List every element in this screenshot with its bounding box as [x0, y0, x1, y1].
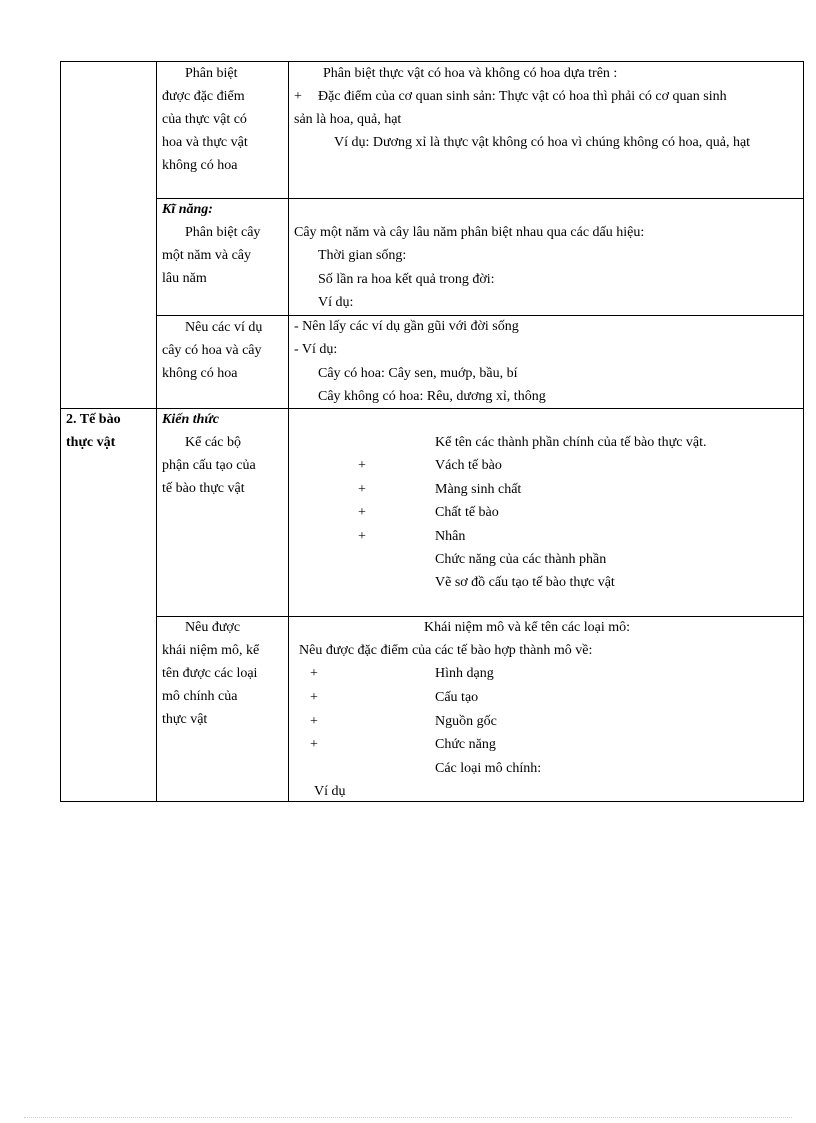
topic-text: thực vật [66, 435, 116, 450]
page-bottom-edge [24, 1117, 792, 1118]
skill-text: mô chính của [162, 689, 238, 704]
content-text: - Nên lấy các ví dụ gần gũi với đời sống [294, 319, 519, 334]
skill-text: một năm và cây [162, 248, 252, 263]
content-text: Cây không có hoa: Rêu, dương xỉ, thông [318, 389, 546, 404]
content-text: Vẽ sơ đồ cấu tạo tế bào thực vật [435, 575, 615, 590]
bullet-plus: + [294, 89, 302, 104]
section-heading-skills: Kĩ năng: [162, 202, 213, 217]
topic-text: 2. Tế bào [66, 412, 121, 427]
content-text: Cây có hoa: Cây sen, muớp, bầu, bí [318, 366, 518, 381]
content-text: Hình dạng [435, 666, 494, 681]
content-text: sản là hoa, quả, hạt [294, 112, 402, 127]
bullet-plus: + [358, 529, 366, 544]
section-heading-knowledge: Kiến thức [162, 412, 220, 427]
content-text: Khái niệm mô và kể tên các loại mô: [424, 620, 631, 635]
content-text: Thời gian sống: [318, 248, 407, 263]
content-text: Nêu được đặc điểm của các tế bào hợp thành mô về: [299, 643, 593, 658]
skill-text: của thực vật có [162, 112, 247, 127]
skill-text: thực vật [162, 712, 208, 727]
bullet-plus: + [358, 482, 366, 497]
content-text: Nguồn gốc [435, 714, 497, 729]
skill-text: được đặc điểm [162, 89, 245, 104]
skill-text: không có hoa [162, 158, 238, 173]
column-divider-1 [156, 62, 157, 801]
skill-text: Kể các bộ [185, 435, 241, 450]
skill-text: Phân biệt cây [185, 225, 261, 240]
bullet-plus: + [358, 505, 366, 520]
skill-text: phận cấu tạo của [162, 458, 256, 473]
content-text: Cây một năm và cây lâu năm phân biệt nhau qua các dấu hiệu: [294, 225, 645, 240]
skill-text: tế bào thực vật [162, 481, 245, 496]
skill-text: không có hoa [162, 366, 238, 381]
content-text: Vách tế bào [435, 458, 502, 473]
skill-text: Phân biệt [185, 66, 238, 81]
content-text: Ví dụ: Dương xỉ là thực vật không có hoa vì chúng không có hoa, quả, hạt [334, 135, 751, 150]
skill-text: hoa và thực vật [162, 135, 248, 150]
skill-text: lâu năm [162, 271, 207, 286]
skill-text: Nêu các ví dụ [185, 320, 263, 335]
content-text: Chức năng [435, 737, 496, 752]
bullet-plus: + [310, 737, 318, 752]
bullet-plus: + [310, 690, 318, 705]
content-text: Ví dụ: [318, 295, 354, 310]
content-text: Màng sinh chất [435, 482, 522, 497]
skill-text: Nêu được [185, 620, 241, 635]
content-text: Chất tế bào [435, 505, 499, 520]
content-text: Đặc điểm của cơ quan sinh sản: Thực vật có hoa thì phải có cơ quan sinh [318, 89, 727, 104]
content-text: Chức năng của các thành phần [435, 552, 607, 567]
content-text: Nhân [435, 529, 466, 544]
content-text: Kể tên các thành phần chính của tế bào thực vật. [435, 435, 707, 450]
bullet-plus: + [358, 458, 366, 473]
bullet-plus: + [310, 714, 318, 729]
content-text: Cấu tạo [435, 690, 479, 705]
content-text: Phân biệt thực vật có hoa và không có hoa dựa trên : [323, 66, 618, 81]
skill-text: khái niệm mô, kể [162, 643, 260, 658]
column-divider-2 [288, 62, 289, 801]
content-text: Các loại mô chính: [435, 761, 542, 776]
content-text: Số lần ra hoa kết quả trong đời: [318, 272, 495, 287]
content-text: - Ví dụ: [294, 342, 338, 357]
skill-text: tên được các loại [162, 666, 258, 681]
bullet-plus: + [310, 666, 318, 681]
row-divider-1 [156, 198, 803, 199]
content-text: Ví dụ [314, 784, 346, 799]
skill-text: cây có hoa và cây [162, 343, 262, 358]
